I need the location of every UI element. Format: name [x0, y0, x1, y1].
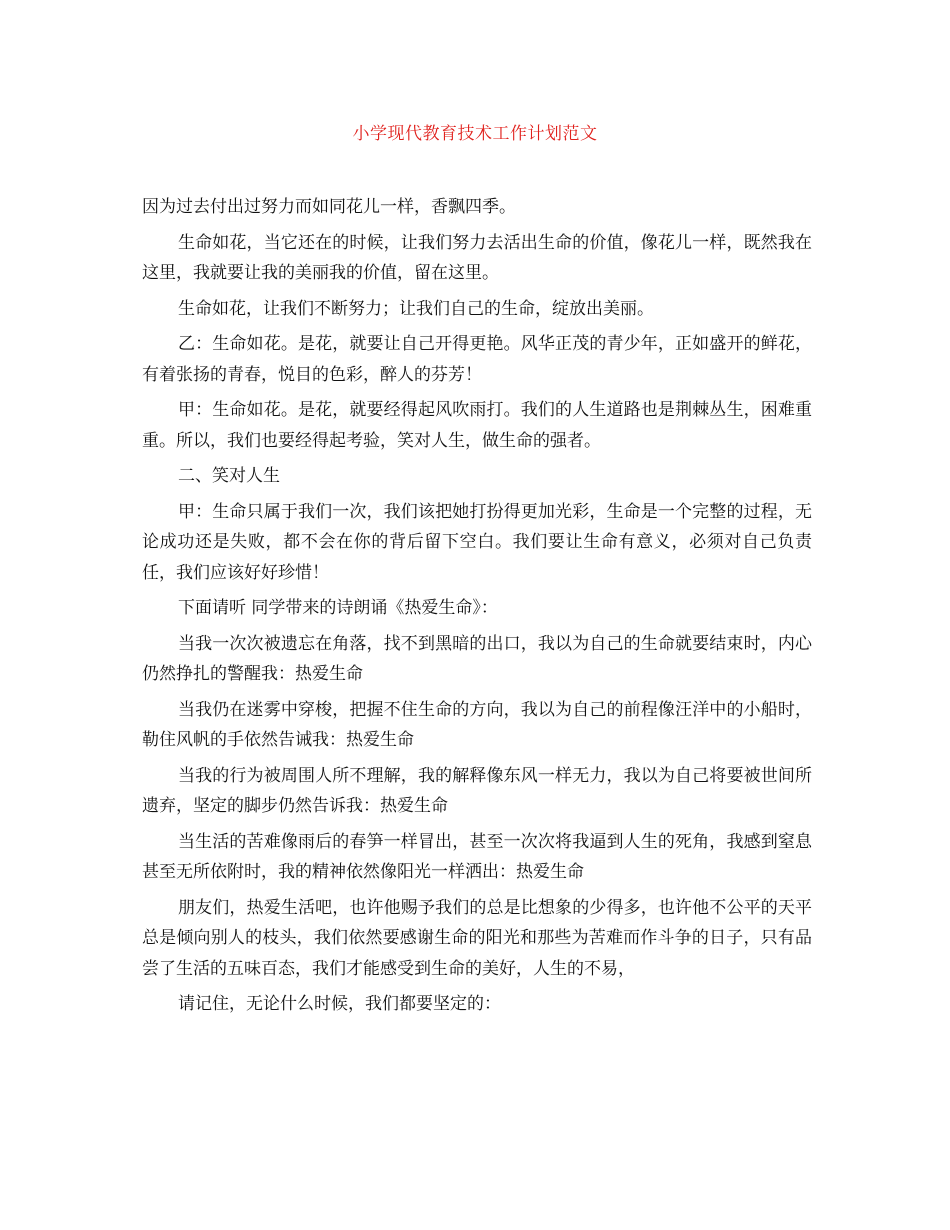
paragraph: 请记住，无论什么时候，我们都要坚定的：	[178, 994, 501, 1014]
paragraph: 生命如花，当它还在的时候，让我们努力去活出生命的价值，像花儿一样，既然我在这里，我就要让我的美丽我的价值，留在这里。	[142, 232, 812, 283]
paragraph: 下面请听 同学带来的诗朗诵《热爱生命》：	[178, 598, 498, 618]
poem-paragraph: 当生活的苦难像雨后的春笋一样冒出，甚至一次次将我逼到人生的死角，我感到窒息甚至无所依附时，我的精神依然像阳光一样洒出：热爱生命	[142, 831, 812, 882]
poem-paragraph: 当我仍在迷雾中穿梭，把握不住生命的方向，我以为自己的前程像汪洋中的小船时，勒住风帆的手依然告诫我：热爱生命	[142, 699, 812, 750]
section-heading: 二、笑对人生	[178, 466, 280, 486]
document-body	[142, 192, 812, 1025]
paragraph: 甲：生命只属于我们一次，我们该把她打扮得更加光彩，生命是一个完整的过程，无论成功还是失败，都不会在你的背后留下空白。我们要让生命有意义，必须对自己负责任，我们应该好好珍惜！	[142, 501, 812, 583]
paragraph: 朋友们，热爱生活吧，也许他赐予我们的总是比想象的少得多，也许他不公平的天平总是倾向别人的枝头，我们依然要感谢生命的阳光和那些为苦难而作斗争的日子，只有品尝了生活的五味百态，我们才能感受到生命的美好，人生的不易，	[142, 897, 812, 979]
paragraph: 生命如花，让我们不断努力；让我们自己的生命，绽放出美丽。	[178, 298, 654, 319]
paragraph: 因为过去付出过努力而如同花儿一样，香飘四季。	[142, 197, 516, 217]
paragraph: 乙：生命如花。是花，就要让自己开得更艳。风华正茂的青少年，正如盛开的鲜花，有着张扬的青春，悦目的色彩，醉人的芬芳！	[142, 334, 812, 385]
poem-paragraph: 当我一次次被遗忘在角落，找不到黑暗的出口，我以为自己的生命就要结束时，内心仍然挣扎的警醒我：热爱生命	[142, 633, 812, 684]
paragraph: 甲：生命如花。是花，就要经得起风吹雨打。我们的人生道路也是荆棘丛生，困难重重。所以，我们也要经得起考验，笑对人生，做生命的强者。	[142, 400, 812, 451]
document-title: 小学现代教育技术工作计划范文	[352, 124, 598, 144]
poem-paragraph: 当我的行为被周围人所不理解，我的解释像东风一样无力，我以为自己将要被世间所遗弃，坚定的脚步仍然告诉我：热爱生命	[142, 765, 812, 816]
